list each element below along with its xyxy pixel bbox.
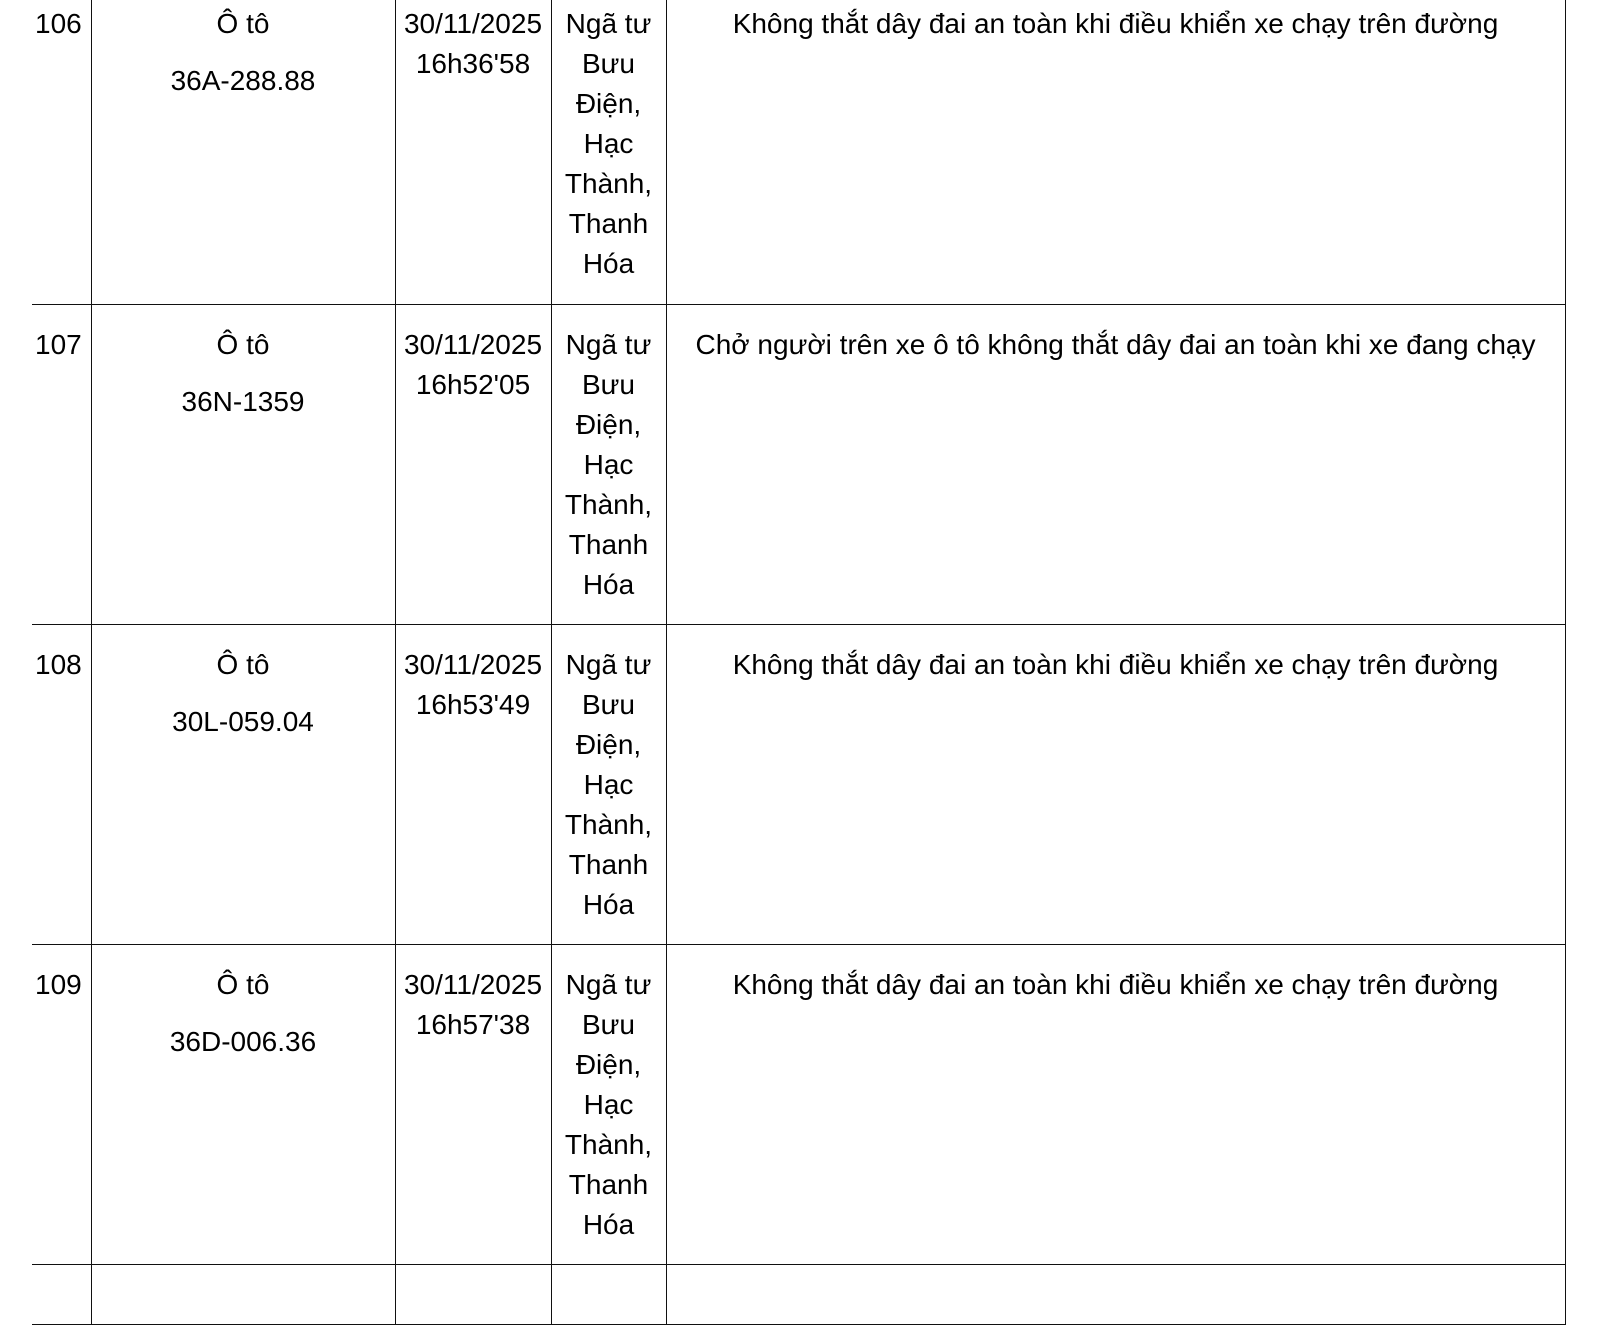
vehicle-cell bbox=[91, 624, 395, 944]
location-line: Hạc bbox=[583, 448, 634, 480]
location-line: Thanh bbox=[568, 208, 649, 239]
offense-description: Chở người trên xe ô tô không thắt dây đai an toàn khi xe đang chạy bbox=[666, 304, 1565, 624]
violation-table bbox=[32, 0, 1566, 1325]
location-line: Hóa bbox=[582, 248, 635, 279]
datetime-cell bbox=[395, 944, 551, 1264]
location-line: Bưu bbox=[582, 368, 635, 400]
license-plate: 36A-288.88 bbox=[170, 65, 316, 96]
violation-date: 30/11/2025 bbox=[403, 328, 543, 360]
location-line: Bưu bbox=[582, 688, 635, 720]
location-cell-partial bbox=[551, 1264, 666, 1324]
vehicle-type: Ô tô bbox=[216, 968, 270, 1000]
offense-description: Không thắt dây đai an toàn khi điều khiển xe chạy trên đường bbox=[666, 0, 1565, 304]
location-line: Bưu bbox=[582, 48, 635, 79]
table-row bbox=[32, 944, 1565, 1264]
location-line: Thanh bbox=[568, 1168, 649, 1200]
violation-date: 30/11/2025 bbox=[403, 648, 543, 680]
datetime-cell bbox=[395, 624, 551, 944]
row-number: 108 bbox=[32, 624, 91, 944]
location-line: Ngã tư bbox=[565, 968, 652, 1000]
table-row bbox=[32, 624, 1565, 944]
location-line: Điện, bbox=[575, 728, 642, 760]
row-number: 109 bbox=[32, 944, 91, 1264]
location-line: Ngã tư bbox=[565, 648, 652, 680]
violation-time: 16h36'58 bbox=[415, 48, 531, 79]
offense-description: Không thắt dây đai an toàn khi điều khiển xe chạy trên đường bbox=[666, 624, 1565, 944]
location-line: Thành, bbox=[564, 168, 653, 199]
vehicle-cell-partial bbox=[91, 1264, 395, 1324]
datetime-cell bbox=[395, 304, 551, 624]
location-line: Thành, bbox=[564, 488, 653, 520]
location-cell bbox=[551, 0, 666, 304]
vehicle-type: Ô tô bbox=[216, 648, 270, 680]
location-line: Hạc bbox=[583, 128, 634, 159]
location-line: Hóa bbox=[582, 1208, 635, 1240]
datetime-cell-partial bbox=[395, 1264, 551, 1324]
location-line: Thành, bbox=[564, 808, 653, 840]
row-number: 107 bbox=[32, 304, 91, 624]
location-line: Hóa bbox=[582, 568, 635, 600]
violation-date: 30/11/2025 bbox=[403, 968, 543, 1000]
license-plate: 36N-1359 bbox=[181, 385, 305, 417]
license-plate: 30L-059.04 bbox=[172, 705, 314, 737]
violation-time: 16h57'38 bbox=[415, 1008, 531, 1040]
violation-time: 16h52'05 bbox=[415, 368, 531, 400]
location-line: Hạc bbox=[583, 768, 634, 800]
datetime-cell bbox=[395, 0, 551, 304]
vehicle-type: Ô tô bbox=[216, 328, 270, 360]
offense-description: Không thắt dây đai an toàn khi điều khiển xe chạy trên đường bbox=[666, 944, 1565, 1264]
location-cell bbox=[551, 624, 666, 944]
table-row bbox=[32, 0, 1565, 304]
row-number-partial bbox=[32, 1264, 91, 1324]
location-line: Hóa bbox=[582, 888, 635, 920]
location-line: Ngã tư bbox=[565, 328, 652, 360]
violation-time: 16h53'49 bbox=[415, 688, 531, 720]
location-line: Ngã tư bbox=[565, 8, 652, 39]
location-line: Bưu bbox=[582, 1008, 635, 1040]
location-line: Thanh bbox=[568, 848, 649, 880]
vehicle-cell bbox=[91, 944, 395, 1264]
location-line: Điện, bbox=[575, 408, 642, 440]
location-line: Thanh bbox=[568, 528, 649, 560]
vehicle-cell bbox=[91, 304, 395, 624]
violation-date: 30/11/2025 bbox=[403, 8, 543, 39]
vehicle-type: Ô tô bbox=[216, 8, 270, 39]
row-number: 106 bbox=[32, 0, 91, 304]
location-line: Thành, bbox=[564, 1128, 653, 1160]
location-line: Điện, bbox=[575, 1048, 642, 1080]
table-row-partial bbox=[32, 1264, 1565, 1324]
table-row bbox=[32, 304, 1565, 624]
location-cell bbox=[551, 944, 666, 1264]
license-plate: 36D-006.36 bbox=[169, 1025, 317, 1057]
location-line: Điện, bbox=[575, 88, 642, 119]
vehicle-cell bbox=[91, 0, 395, 304]
offense-cell-partial bbox=[666, 1264, 1565, 1324]
location-cell bbox=[551, 304, 666, 624]
location-line: Hạc bbox=[583, 1088, 634, 1120]
